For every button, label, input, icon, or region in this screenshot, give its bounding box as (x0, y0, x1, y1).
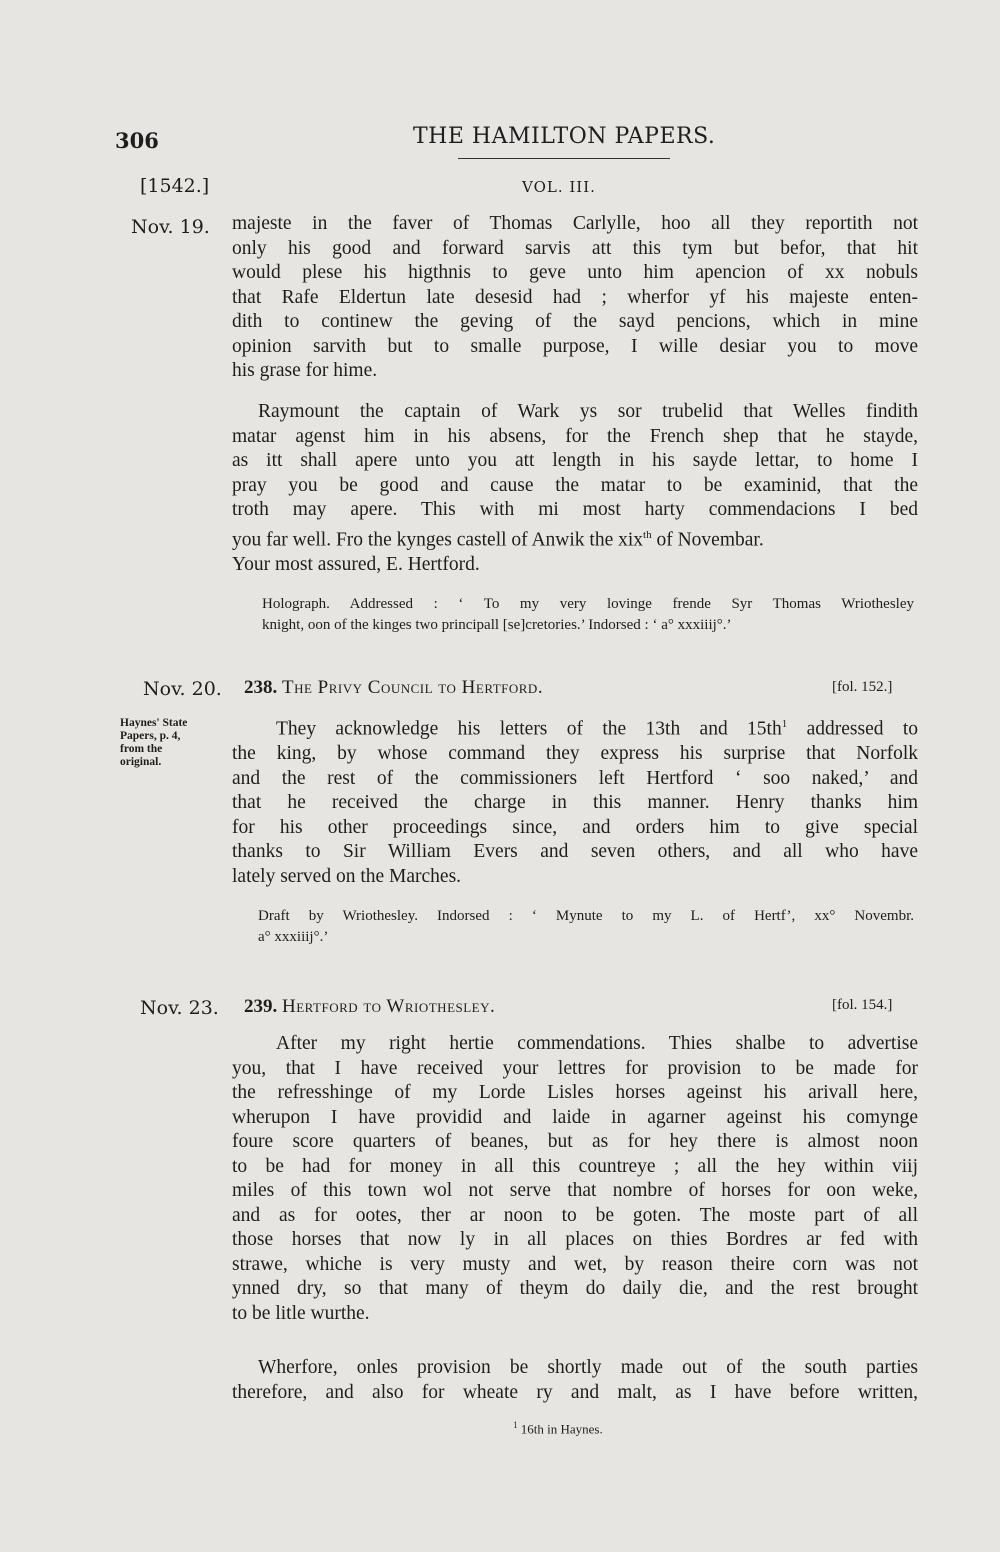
footnote-ref: 1 (781, 718, 788, 730)
entry-title: The Privy Council to Hertford. (282, 677, 544, 698)
text-line: After my right hertie commendations. Thies shalbe to advertise (276, 1033, 918, 1054)
margin-note (120, 717, 187, 769)
text-line: to be litle wurthe. (232, 1302, 370, 1324)
entry-title: Hertford to Wriothesley. (282, 996, 496, 1017)
archival-note (262, 594, 914, 636)
footnote-text: 16th in Haynes. (517, 1421, 603, 1437)
text-line: matar agenst him in his absens, for the French shep that he stayde, (232, 425, 918, 447)
text-line: Wherfore, onles provision be shortly made out of the south parties (258, 1357, 918, 1378)
superscript: th (643, 528, 652, 541)
folio-reference: [fol. 154.] (832, 997, 893, 1013)
text-line: and the rest of the commissioners left Hertford ‘ soo naked,’ and (232, 767, 918, 789)
text-line: Raymount the captain of Wark ys sor trubelid that Welles findith (258, 401, 918, 422)
entry-date: Nov. 19. (131, 216, 210, 238)
margin-line: original. (120, 756, 162, 768)
text-line: for his other proceedings since, and orders him to give special (232, 816, 918, 838)
summary-paragraph (232, 712, 918, 889)
text-line: dith to continew the geving of the sayd pencions, which in mine (232, 311, 918, 332)
letter-paragraph (232, 1356, 918, 1405)
note-line: a° xxxiiij°.’ (258, 929, 329, 945)
text-line: and as for ootes, ther ar noon to be goten. The moste part of all (232, 1204, 918, 1226)
margin-line: Haynes' State (120, 717, 188, 729)
text-line: wherupon I have providid and laide in agarner ageinst his comynge (232, 1106, 918, 1128)
entry-number: 238. (244, 677, 278, 698)
text-line: the refresshinge of my Lorde Lisles horses ageinst his arivall here, (232, 1082, 918, 1103)
text-line: that Rafe Eldertun late desesid had ; wherfor yf his majeste enten- (232, 286, 918, 308)
text-line: ynned dry, so that many of theym do daily die, and the rest brought (232, 1278, 918, 1299)
text-line: to be had for money in all this countreye ; all the hey within viij (232, 1155, 918, 1177)
note-line: knight, oon of the kinges two principall [se]cretories.’ Indorsed : ‘ a° xxxiiij°.’ (262, 617, 732, 633)
letter-paragraph (232, 212, 918, 384)
entry-heading (244, 677, 543, 699)
entry-heading (244, 996, 495, 1018)
entry-date: Nov. 23. (140, 997, 219, 1019)
letter-paragraph (232, 400, 918, 577)
entry-date: Nov. 20. (143, 678, 222, 700)
title-rule (458, 158, 670, 159)
text-line: that he received the charge in this manner. Henry thanks him (232, 792, 918, 813)
margin-line: from the (120, 743, 163, 755)
text-line: strawe, whiche is very musty and wet, by reason theire corn was not (232, 1253, 918, 1275)
text-line: majeste in the faver of Thomas Carlylle, hoo all they reportith not (232, 213, 918, 234)
note-line: Holograph. Addressed : ‘ To my very lovinge frende Syr Thomas Wriothesley (262, 596, 914, 612)
text-line: Your most assured, E. Hertford. (232, 553, 480, 575)
text-line: lately served on the Marches. (232, 865, 462, 887)
text-line: those horses that now ly in all places on thies Bordres ar fed with (232, 1229, 918, 1250)
text-line: thanks to Sir William Evers and seven others, and all who have (232, 841, 918, 862)
text-line: as itt shall apere unto you att length in his sayde lettar, to home I (232, 450, 918, 471)
entry-number: 239. (244, 996, 278, 1017)
text-line: pray you be good and cause the matar to be examinid, that the (232, 474, 918, 496)
text-line: miles of this town wol not serve that nombre of horses for oon weke, (232, 1180, 918, 1201)
text-line: They acknowledge his letters of the 13th and $15th^1$ addressed to (276, 718, 918, 740)
text-line: foure score quarters of beanes, but as for hey there is almost noon (232, 1131, 918, 1152)
footnote-mark: 1 (513, 1420, 518, 1430)
volume-marker: VOL. III. (522, 178, 596, 196)
text-line: his grase for hime. (232, 360, 378, 381)
text-line: only his good and forward sarvis att this tym but befor, that hit (232, 237, 918, 259)
archival-note (258, 906, 914, 948)
margin-line: Papers, p. 4, (120, 730, 181, 742)
letter-paragraph (232, 1032, 918, 1326)
text-line: troth may apere. This with mi most harty commendacions I bed (232, 499, 918, 520)
folio-reference: [fol. 152.] (832, 679, 893, 695)
text-line: the king, by whose command they express his surprise that Norfolk (232, 743, 918, 764)
text-line: therefore, and also for wheate ry and malt, as I have before written, (232, 1381, 918, 1403)
text-line: you, that I have received your lettres for provision to be made for (232, 1057, 918, 1079)
text-line: opinion sarvith but to smalle purpose, I wille desiar you to move (232, 335, 918, 357)
year-marker: [1542.] (140, 175, 210, 197)
footnote (513, 1420, 603, 1437)
text-line: you far well. Fro the kynges castell of Anwik the xix$^{th}$ of Novembar. (232, 528, 764, 550)
text-line: would plese his higthnis to geve unto him apencion of xx nobuls (232, 262, 918, 283)
note-line: Draft by Wriothesley. Indorsed : ‘ Mynute to my L. of Hertf’, xx° Novembr. (258, 908, 914, 924)
running-title: THE HAMILTON PAPERS. (413, 124, 716, 149)
page-number: 306 (115, 128, 159, 153)
